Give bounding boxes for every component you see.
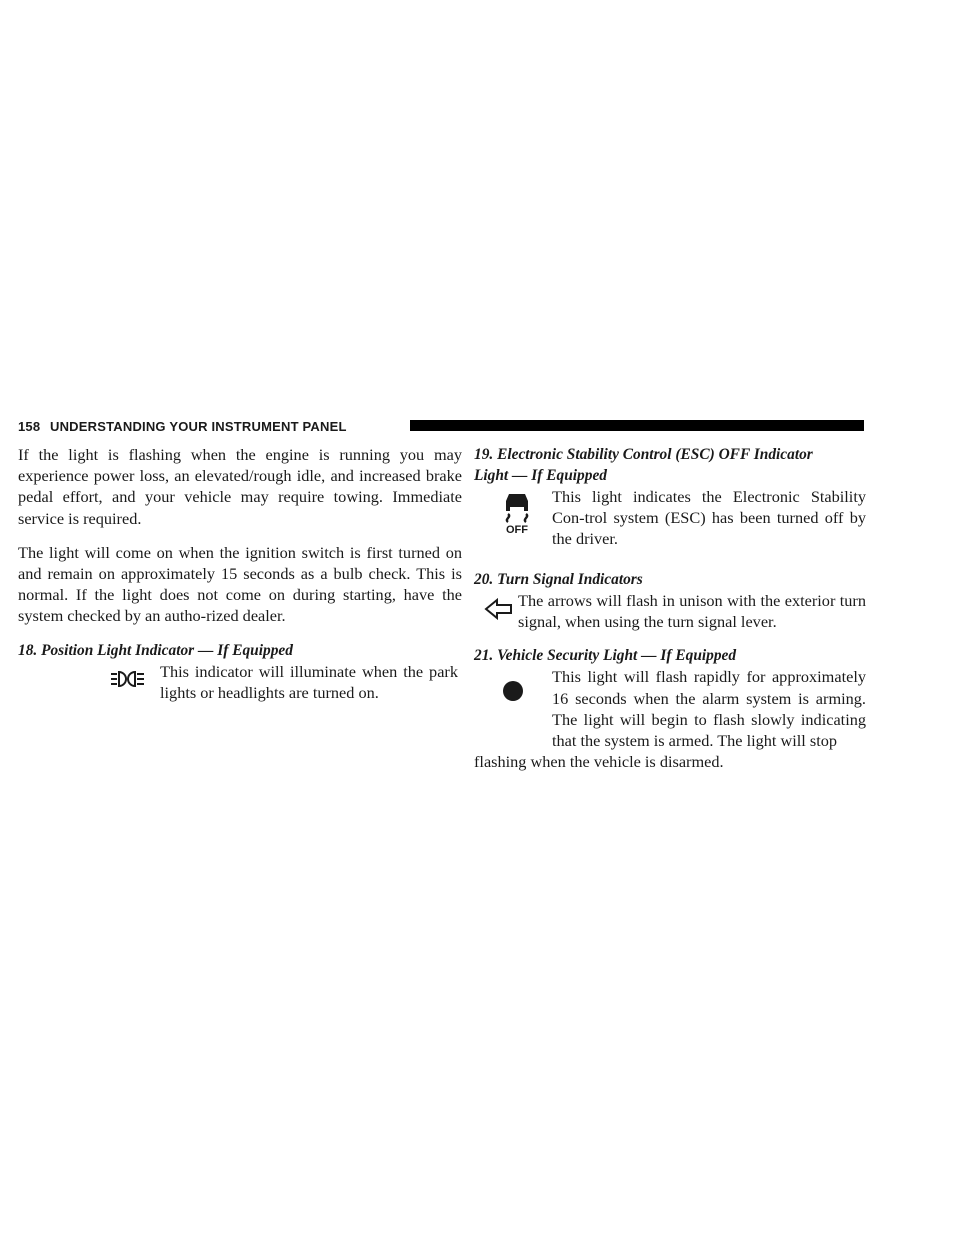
esc-off-label: OFF — [506, 524, 528, 534]
paragraph-bulb-check: The light will come on when the ignition switch is first turned on and remain on approximately 15 seconds as a bulb check. This is normal. If the light does not come on during starting, have the system checked by an autho-rized dealer. — [18, 542, 462, 626]
left-column — [18, 444, 462, 703]
header-rule — [410, 420, 864, 431]
page-header — [0, 418, 864, 436]
paragraph-flashing: If the light is flashing when the engine is running you may experience power loss, an elevated/rough idle, and increased brake pedal effort, and your vehicle may require towing. Immediate service is required. — [18, 445, 462, 528]
item-21-body: This light will flash rapidly for approximately 16 seconds when the alarm system is arming. The light will begin to flash slowly indicating that the system is armed. The light will stop — [552, 667, 866, 751]
security-light-icon — [502, 680, 524, 702]
item-esc-off — [474, 444, 866, 550]
turn-signal-arrow-icon — [484, 598, 514, 620]
item-20-body: The arrows will flash in unison with the exterior turn signal, when using the turn signal lever. — [518, 591, 866, 632]
item-19-heading-line1: 19. Electronic Stability Control (ESC) OFF Indicator — [474, 446, 813, 463]
item-19-body: This light indicates the Electronic Stability Con-trol system (ESC) has been turned off by the driver. — [552, 487, 866, 549]
page-number: 158 — [18, 419, 41, 434]
right-column — [474, 444, 866, 772]
item-position-light — [18, 640, 462, 703]
item-21-body-tail: flashing when the vehicle is disarmed. — [474, 752, 724, 772]
item-19-heading-line2: Light — If Equipped — [474, 467, 607, 484]
item-security-light — [474, 645, 866, 772]
esc-off-icon — [500, 490, 534, 534]
position-light-icon — [110, 669, 146, 689]
item-20-heading: 20. Turn Signal Indicators — [474, 571, 643, 588]
item-18-heading: 18. Position Light Indicator — If Equipped — [18, 641, 293, 659]
item-18-body: This indicator will illuminate when the park lights or headlights are turned on. — [160, 661, 458, 702]
section-title: UNDERSTANDING YOUR INSTRUMENT PANEL — [50, 419, 347, 434]
item-turn-signal — [474, 569, 866, 632]
item-21-heading: 21. Vehicle Security Light — If Equipped — [474, 647, 737, 665]
